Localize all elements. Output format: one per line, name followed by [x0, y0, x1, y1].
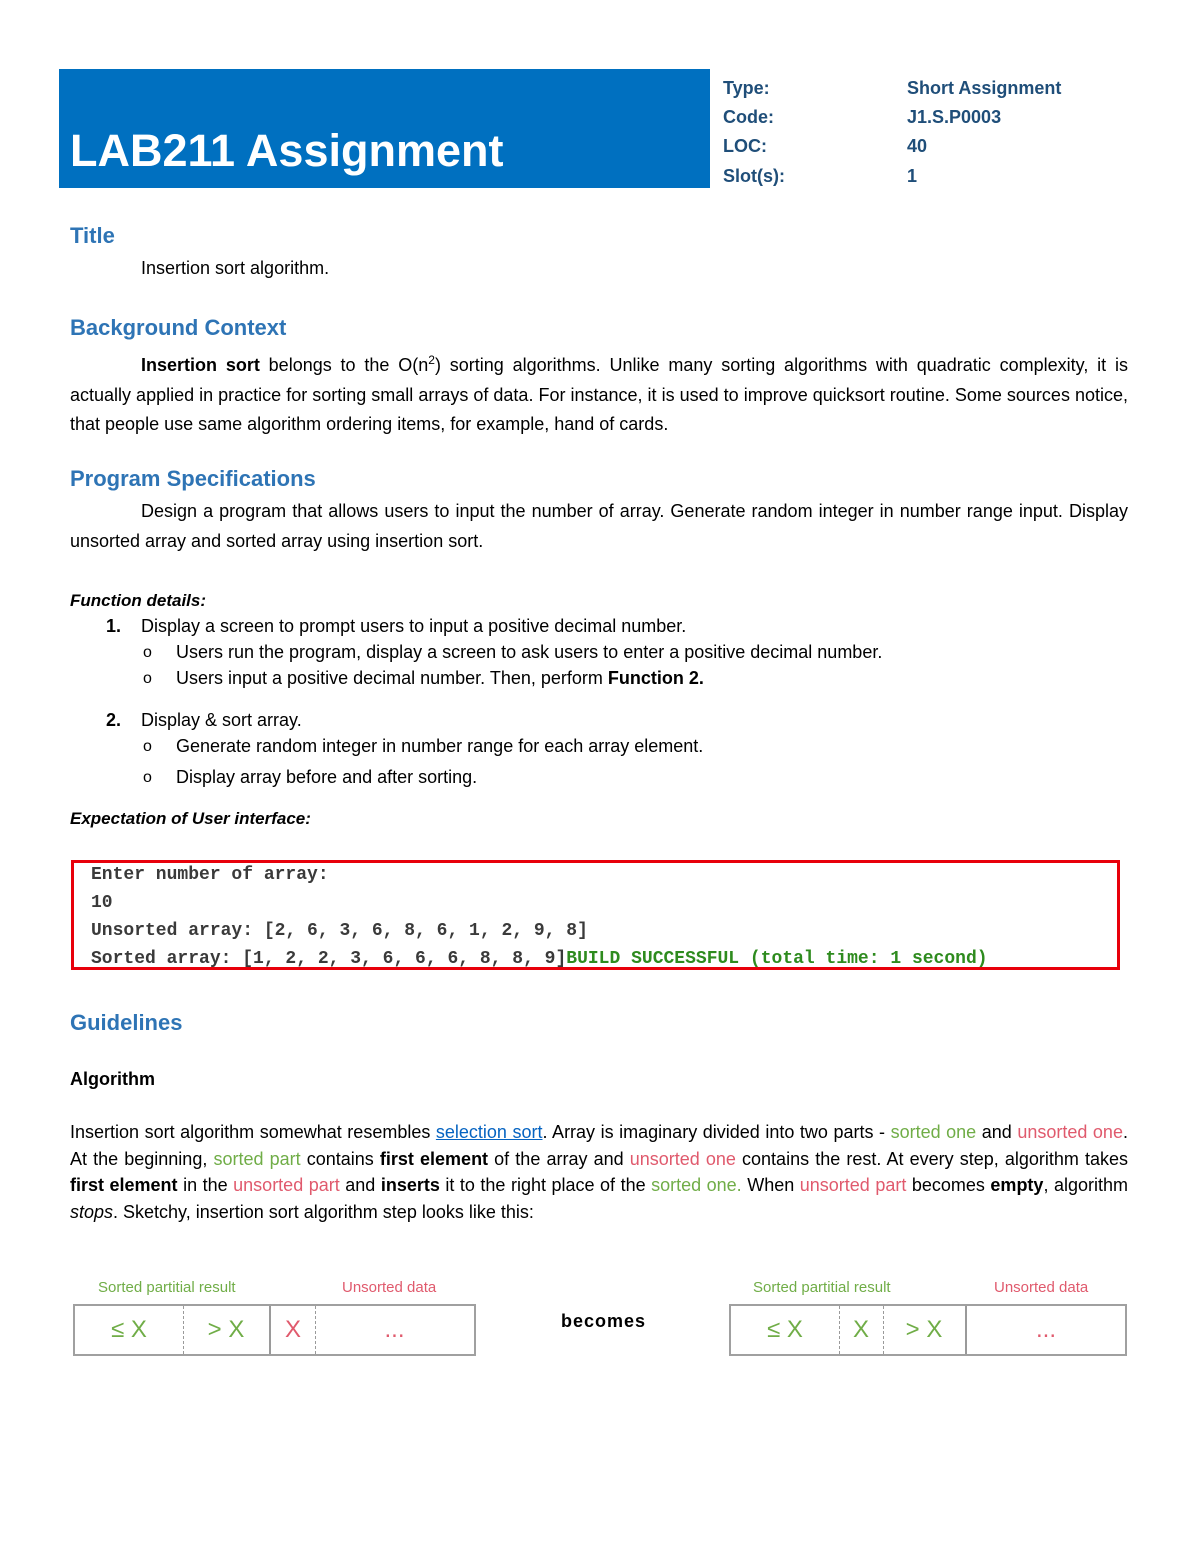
meta-type-value: Short Assignment — [907, 78, 1062, 98]
meta-code-label: Code: — [723, 107, 774, 127]
cell-le-x: ≤ X — [767, 1316, 803, 1343]
unsorted-term: unsorted one — [1017, 1122, 1123, 1142]
sorted-caption-left: Sorted partitial result — [98, 1279, 236, 1296]
para-text: contains the rest. At every step, algorithm takes — [735, 1148, 1129, 1169]
function-1-number: 1. — [106, 616, 122, 636]
meta-slots-value: 1 — [907, 166, 918, 186]
bullet-icon: o — [143, 644, 152, 661]
bold-term: empty — [990, 1175, 1044, 1195]
background-heading: Background Context — [70, 315, 287, 340]
cell-x: X — [284, 1316, 301, 1343]
para-text: and — [976, 1122, 1018, 1142]
function-2-sub-2: Display array before and after sorting. — [176, 767, 478, 787]
cell-x: X — [852, 1316, 869, 1343]
para-text: . Array is imaginary divided into two parts - — [542, 1122, 891, 1142]
diagram-before — [73, 1304, 476, 1356]
para-text: of the array and — [488, 1148, 630, 1169]
cell-gt-x: > X — [207, 1316, 245, 1343]
diagram-after — [729, 1304, 1127, 1356]
function-1-sub-2 — [176, 667, 704, 689]
sorted-term: sorted one. — [651, 1175, 742, 1195]
background-sup: 2 — [428, 353, 435, 367]
console-line-2: 10 — [91, 893, 113, 913]
function-2-number: 2. — [106, 710, 122, 730]
unsorted-caption-left: Unsorted data — [342, 1279, 437, 1296]
para-text: Insertion sort algorithm somewhat resembles — [70, 1122, 436, 1142]
sorted-caption-right: Sorted partitial result — [753, 1279, 891, 1296]
cell-dots: ... — [1035, 1316, 1056, 1343]
ui-expectation-label: Expectation of User interface: — [70, 809, 311, 828]
para-text: , algorithm — [1043, 1175, 1128, 1195]
bold-term: first element — [70, 1175, 178, 1195]
bold-term: first element — [379, 1148, 489, 1169]
para-text: in the — [177, 1175, 234, 1195]
bullet-icon: o — [143, 769, 152, 786]
function-1-sub-2-text: Users input a positive decimal number. Then, perform — [176, 668, 608, 688]
cell-gt-x: > X — [905, 1316, 943, 1343]
specs-heading: Program Specifications — [70, 466, 316, 491]
cell-dots: ... — [384, 1316, 405, 1343]
para-text: When — [741, 1175, 800, 1195]
bold-term: inserts — [380, 1175, 440, 1195]
bullet-icon: o — [143, 738, 152, 755]
background-text-a: belongs to the O(n — [259, 355, 429, 375]
guidelines-heading: Guidelines — [70, 1010, 183, 1035]
function-2-sub-1: Generate random integer in number range for each array element. — [176, 736, 704, 756]
insertion-sort-bold: Insertion sort — [141, 355, 260, 375]
meta-loc-label: LOC: — [723, 136, 767, 156]
selection-sort-link[interactable]: selection sort — [435, 1122, 543, 1142]
function-details-label: Function details: — [70, 591, 206, 610]
function-2-ref: Function 2. — [607, 668, 704, 688]
console-line-1: Enter number of array: — [91, 865, 329, 885]
title-text: Insertion sort algorithm. — [141, 258, 330, 278]
para-text: . Sketchy, insertion sort algorithm step looks like this: — [113, 1201, 534, 1222]
italic-term: stops — [70, 1201, 114, 1222]
background-text-b: ) sorting algorithms. Unlike many sorting algorithms with quadratic complexity, it is actually applied in practice for sorting small arrays of data. For instance, it is used to improve quicksort routine. Some sources notice, that people use same algorithm ordering items, for example, hand of cards. — [70, 355, 1128, 434]
meta-code-value: J1.S.P0003 — [907, 107, 1002, 127]
para-text: becomes — [906, 1175, 991, 1195]
function-1-sub-1: Users run the program, display a screen to ask users to enter a positive decimal number. — [176, 642, 883, 662]
para-text: . At the beginning, — [70, 1122, 1128, 1169]
algorithm-paragraph — [70, 1119, 1128, 1225]
bullet-icon: o — [143, 670, 152, 687]
console-sorted-text: Sorted array: [1, 2, 2, 3, 6, 6, 6, 8, 8, 9] — [91, 949, 567, 969]
meta-loc-value: 40 — [907, 136, 928, 156]
becomes-label: becomes — [561, 1311, 647, 1331]
meta-slots-label: Slot(s): — [723, 166, 785, 186]
cell-le-x: ≤ X — [111, 1316, 147, 1343]
para-text: and — [339, 1175, 381, 1195]
document-title: LAB211 Assignment — [70, 125, 504, 176]
console-line-3: Unsorted array: [2, 6, 3, 6, 8, 6, 1, 2, 9, 8] — [91, 921, 588, 941]
sorted-term: sorted part — [213, 1148, 301, 1169]
para-text: contains — [300, 1148, 380, 1169]
unsorted-term: unsorted part — [799, 1175, 907, 1195]
console-build-status: BUILD SUCCESSFUL (total time: 1 second) — [566, 949, 988, 969]
unsorted-term: unsorted part — [233, 1175, 340, 1195]
para-text: it to the right place of the — [439, 1175, 652, 1195]
meta-type-label: Type: — [723, 78, 770, 98]
background-paragraph — [70, 346, 1128, 440]
algorithm-subheading: Algorithm — [70, 1069, 155, 1089]
function-1-text: Display a screen to prompt users to input a positive decimal number. — [141, 616, 687, 636]
unsorted-term: unsorted one — [629, 1148, 736, 1169]
function-2-text: Display & sort array. — [141, 710, 302, 730]
unsorted-caption-right: Unsorted data — [994, 1279, 1089, 1296]
specs-paragraph: Design a program that allows users to input the number of array. Generate random integer in number range input. Display unsorted array and sorted array using insertion sort. — [70, 501, 1128, 551]
sorted-term: sorted one — [890, 1122, 977, 1142]
console-line-4 — [91, 945, 988, 973]
title-heading: Title — [70, 223, 115, 248]
